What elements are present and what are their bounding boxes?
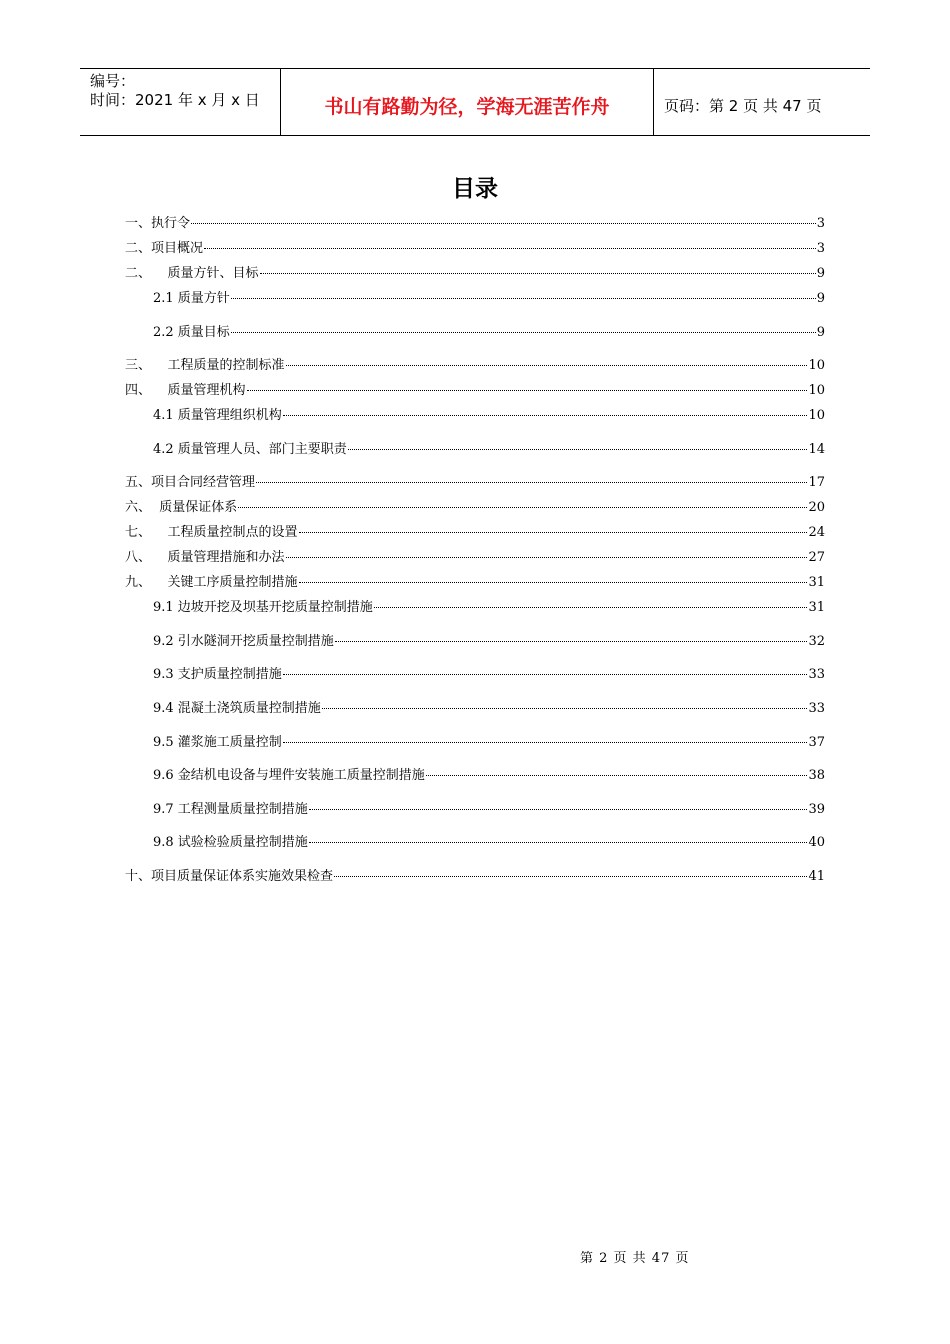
time-label: 时间：2021 年 x 月 x 日 bbox=[90, 91, 260, 109]
toc-entry[interactable] bbox=[153, 289, 825, 309]
toc-entry[interactable] bbox=[125, 867, 825, 887]
toc-entry-page: 32 bbox=[808, 634, 825, 649]
toc-leader bbox=[283, 741, 808, 743]
toc-leader bbox=[204, 247, 816, 249]
toc-leader bbox=[426, 774, 808, 776]
toc-entry-label: 一、执行令 bbox=[125, 216, 191, 231]
toc-entry-label: 9.1 边坡开挖及坝基开挖质量控制措施 bbox=[153, 600, 373, 615]
header-page-info: 页码：第 2 页 共 47 页 bbox=[664, 96, 822, 115]
toc-leader bbox=[191, 222, 816, 224]
toc-entry-label: 八、 质量管理措施和办法 bbox=[125, 550, 285, 565]
toc-entry[interactable] bbox=[153, 665, 825, 685]
toc-entry-page: 10 bbox=[808, 383, 825, 398]
toc-entry-label: 二、 质量方针、目标 bbox=[125, 266, 259, 281]
toc-entry-label: 9.5 灌浆施工质量控制 bbox=[153, 735, 282, 750]
toc-leader bbox=[286, 364, 808, 366]
toc-entry-label: 9.2 引水隧洞开挖质量控制措施 bbox=[153, 634, 334, 649]
toc-entry-page: 33 bbox=[808, 701, 825, 716]
toc-entry-page: 9 bbox=[816, 291, 825, 306]
toc-entry-page: 3 bbox=[816, 216, 825, 231]
toc-entry[interactable] bbox=[153, 733, 825, 753]
toc-entry-label: 9.6 金结机电设备与埋件安装施工质量控制措施 bbox=[153, 768, 425, 783]
toc-entry[interactable] bbox=[125, 473, 825, 493]
toc-entry[interactable] bbox=[125, 264, 825, 284]
page-title: 目录 bbox=[452, 176, 498, 202]
page-header bbox=[80, 68, 870, 136]
toc-entry-page: 40 bbox=[808, 835, 825, 850]
toc-entry-page: 9 bbox=[816, 266, 825, 281]
toc-entry-label: 四、 质量管理机构 bbox=[125, 383, 246, 398]
toc-entry[interactable] bbox=[153, 406, 825, 426]
header-info-cell bbox=[80, 69, 281, 135]
toc-entry-label: 五、项目合同经营管理 bbox=[125, 475, 256, 490]
toc-entry-page: 39 bbox=[808, 802, 825, 817]
toc-entry-page: 31 bbox=[808, 575, 825, 590]
toc-entry-label: 2.2 质量目标 bbox=[153, 325, 230, 340]
toc-entry[interactable] bbox=[153, 323, 825, 343]
toc-leader bbox=[256, 481, 807, 483]
toc-leader bbox=[335, 640, 808, 642]
toc-entry[interactable] bbox=[153, 598, 825, 618]
toc-entry[interactable] bbox=[125, 548, 825, 568]
toc-entry[interactable] bbox=[153, 699, 825, 719]
toc-entry-label: 十、项目质量保证体系实施效果检查 bbox=[125, 869, 334, 884]
toc-entry-page: 24 bbox=[808, 525, 825, 540]
toc-entry-page: 31 bbox=[808, 600, 825, 615]
toc-leader bbox=[299, 531, 808, 533]
serial-label: 编号： bbox=[90, 72, 136, 90]
toc-leader bbox=[299, 581, 808, 583]
toc-entry[interactable] bbox=[153, 766, 825, 786]
toc-leader bbox=[283, 673, 808, 675]
toc-entry[interactable] bbox=[125, 214, 825, 234]
toc-entry-label: 9.8 试验检验质量控制措施 bbox=[153, 835, 308, 850]
toc-entry[interactable] bbox=[125, 523, 825, 543]
toc-entry-page: 10 bbox=[808, 358, 825, 373]
toc-entry-label: 三、 工程质量的控制标准 bbox=[125, 358, 285, 373]
toc-entry-page: 9 bbox=[816, 325, 825, 340]
toc-entry-page: 14 bbox=[808, 442, 825, 457]
toc-entry-page: 10 bbox=[808, 408, 825, 423]
toc-entry-page: 37 bbox=[808, 735, 825, 750]
toc-entry-label: 二、项目概况 bbox=[125, 241, 204, 256]
toc-leader bbox=[322, 707, 808, 709]
toc-entry[interactable] bbox=[125, 498, 825, 518]
toc-leader bbox=[231, 331, 816, 333]
toc-entry[interactable] bbox=[125, 381, 825, 401]
toc-entry-label: 9.4 混凝土浇筑质量控制措施 bbox=[153, 701, 321, 716]
toc-entry-label: 2.1 质量方针 bbox=[153, 291, 230, 306]
toc-entry-page: 27 bbox=[808, 550, 825, 565]
toc-leader bbox=[348, 448, 808, 450]
toc-leader bbox=[334, 875, 807, 877]
toc-entry[interactable] bbox=[153, 833, 825, 853]
toc-leader bbox=[238, 506, 807, 508]
toc-entry-page: 33 bbox=[808, 667, 825, 682]
toc-entry-label: 4.2 质量管理人员、部门主要职责 bbox=[153, 442, 347, 457]
toc-entry-label: 七、 工程质量控制点的设置 bbox=[125, 525, 298, 540]
toc-leader bbox=[247, 389, 808, 391]
toc-entry-page: 41 bbox=[808, 869, 825, 884]
toc-entry[interactable] bbox=[125, 239, 825, 259]
toc-entry-page: 38 bbox=[808, 768, 825, 783]
toc-leader bbox=[374, 606, 808, 608]
toc-entry-label: 9.7 工程测量质量控制措施 bbox=[153, 802, 308, 817]
toc-entry[interactable] bbox=[153, 440, 825, 460]
toc-entry-page: 17 bbox=[808, 475, 825, 490]
toc-entry-label: 9.3 支护质量控制措施 bbox=[153, 667, 282, 682]
header-motto: 书山有路勤为径，学海无涯苦作舟 bbox=[281, 69, 654, 135]
toc-entry-label: 4.1 质量管理组织机构 bbox=[153, 408, 282, 423]
toc-entry[interactable] bbox=[125, 356, 825, 376]
toc-entry[interactable] bbox=[125, 573, 825, 593]
toc-entry[interactable] bbox=[153, 800, 825, 820]
toc-entry[interactable] bbox=[153, 632, 825, 652]
toc-leader bbox=[309, 841, 808, 843]
toc-leader bbox=[286, 556, 808, 558]
toc-leader bbox=[283, 414, 808, 416]
page-footer: 第 2 页 共 47 页 bbox=[580, 1251, 690, 1266]
toc-entry-page: 20 bbox=[808, 500, 825, 515]
toc-leader bbox=[260, 272, 816, 274]
toc-leader bbox=[309, 808, 808, 810]
toc-entry-label: 六、 质量保证体系 bbox=[125, 500, 238, 515]
toc-leader bbox=[231, 297, 816, 299]
toc-entry-label: 九、 关键工序质量控制措施 bbox=[125, 575, 298, 590]
toc-entry-page: 3 bbox=[816, 241, 825, 256]
